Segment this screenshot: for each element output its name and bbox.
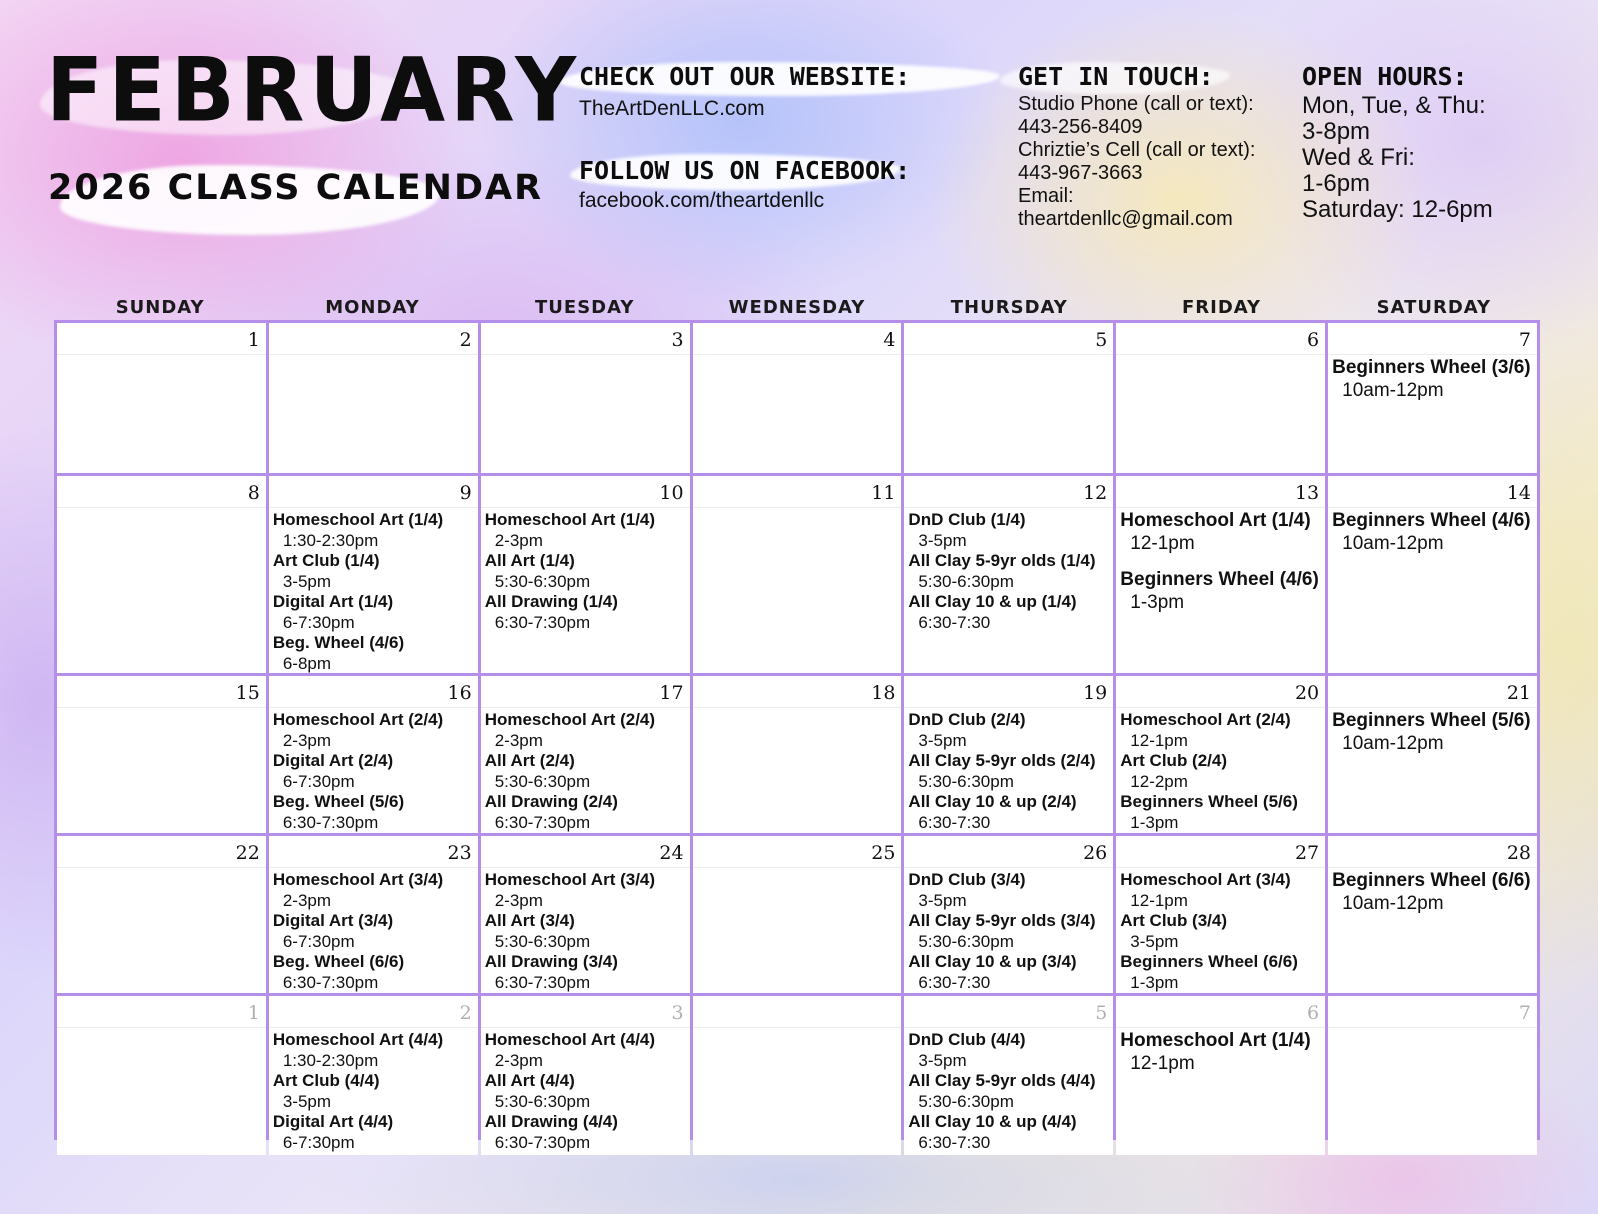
class-event[interactable] bbox=[273, 1112, 474, 1153]
event-list bbox=[481, 708, 690, 833]
event-list bbox=[481, 868, 690, 993]
event-time: 5:30-6:30pm bbox=[494, 772, 591, 791]
event-name: Art Club (3/4) bbox=[1120, 911, 1228, 930]
class-event[interactable] bbox=[273, 1071, 474, 1112]
event-time: 6-7:30pm bbox=[282, 613, 355, 632]
day-number: 12 bbox=[904, 476, 1113, 508]
day-number: 27 bbox=[1116, 836, 1325, 868]
calendar-day-cell[interactable] bbox=[693, 476, 902, 673]
event-time: 3-5pm bbox=[1130, 932, 1179, 951]
weekday-label-thursday: THURSDAY bbox=[950, 297, 1068, 318]
calendar-day-cell[interactable] bbox=[57, 676, 266, 833]
day-number: 21 bbox=[1328, 676, 1537, 708]
facebook-label: FOLLOW US ON FACEBOOK: bbox=[579, 156, 911, 185]
event-name: Beginners Wheel (3/6) bbox=[1332, 357, 1531, 378]
contact-label: GET IN TOUCH: bbox=[1018, 62, 1214, 91]
class-event[interactable] bbox=[908, 592, 1109, 633]
event-name: All Clay 10 & up (3/4) bbox=[908, 952, 1077, 971]
calendar-day-cell[interactable] bbox=[904, 996, 1113, 1155]
class-event[interactable] bbox=[1332, 510, 1533, 555]
event-time: 2-3pm bbox=[494, 531, 543, 550]
event-name: DnD Club (3/4) bbox=[908, 870, 1026, 889]
class-event[interactable] bbox=[908, 751, 1109, 792]
day-number: 26 bbox=[904, 836, 1113, 868]
class-event[interactable] bbox=[908, 870, 1109, 911]
contact-line: 443-256-8409 bbox=[1018, 115, 1143, 138]
class-event[interactable] bbox=[908, 952, 1109, 993]
event-time: 5:30-6:30pm bbox=[918, 572, 1014, 591]
weekday-label-sunday: SUNDAY bbox=[115, 297, 205, 318]
event-name: Homeschool Art (1/4) bbox=[1120, 1030, 1311, 1051]
class-event[interactable] bbox=[908, 792, 1109, 833]
day-number: 3 bbox=[481, 323, 690, 355]
weekday-label-saturday: SATURDAY bbox=[1376, 297, 1492, 318]
event-name: All Art (1/4) bbox=[484, 551, 575, 570]
event-list bbox=[57, 708, 266, 710]
class-event[interactable] bbox=[485, 1112, 686, 1153]
event-time: 3-5pm bbox=[282, 572, 332, 591]
event-time: 2-3pm bbox=[282, 891, 332, 910]
day-number: 6 bbox=[1116, 323, 1325, 355]
class-event[interactable] bbox=[485, 952, 686, 993]
day-number: 7 bbox=[1328, 996, 1537, 1028]
calendar-day-cell[interactable] bbox=[269, 676, 478, 833]
day-number: 11 bbox=[693, 476, 902, 508]
event-time: 6:30-7:30pm bbox=[494, 1133, 591, 1152]
event-list bbox=[57, 355, 266, 357]
event-name: Homeschool Art (3/4) bbox=[1120, 870, 1291, 889]
class-event[interactable] bbox=[908, 1071, 1109, 1112]
calendar-day-cell[interactable] bbox=[1328, 996, 1537, 1155]
day-number: 2 bbox=[269, 996, 478, 1028]
event-list bbox=[481, 508, 690, 633]
day-number: 2 bbox=[269, 323, 478, 355]
day-number: 7 bbox=[1328, 323, 1537, 355]
day-number: 17 bbox=[481, 676, 690, 708]
page-title: FEBRUARY bbox=[46, 38, 582, 142]
calendar-day-cell[interactable] bbox=[1116, 323, 1325, 473]
website-link[interactable]: TheArtDenLLC.com bbox=[579, 96, 765, 120]
event-name: Beginners Wheel (4/6) bbox=[1120, 569, 1319, 590]
class-event[interactable] bbox=[273, 592, 474, 633]
event-name: Homeschool Art (3/4) bbox=[484, 870, 656, 889]
class-event[interactable] bbox=[485, 751, 686, 792]
event-name: Homeschool Art (2/4) bbox=[484, 710, 656, 729]
class-event[interactable] bbox=[908, 1112, 1109, 1153]
event-time: 5:30-6:30pm bbox=[494, 1092, 591, 1111]
event-time: 6-7:30pm bbox=[282, 772, 355, 791]
event-name: Digital Art (1/4) bbox=[272, 592, 394, 611]
event-time: 6:30-7:30 bbox=[918, 813, 991, 832]
event-time: 1-3pm bbox=[1130, 592, 1185, 613]
class-event[interactable] bbox=[273, 952, 474, 993]
class-event[interactable] bbox=[908, 1030, 1109, 1071]
hours-block bbox=[1302, 63, 1493, 223]
day-number: 23 bbox=[269, 836, 478, 868]
calendar-day-cell[interactable] bbox=[481, 323, 690, 473]
event-list bbox=[693, 508, 902, 510]
day-number: 3 bbox=[481, 996, 690, 1028]
class-event[interactable] bbox=[485, 911, 686, 952]
calendar-day-cell[interactable] bbox=[481, 996, 690, 1155]
event-name: All Clay 10 & up (2/4) bbox=[908, 792, 1077, 811]
event-time: 1-3pm bbox=[1130, 973, 1179, 992]
event-name: Homeschool Art (1/4) bbox=[1120, 510, 1311, 531]
event-time: 1:30-2:30pm bbox=[282, 1051, 379, 1070]
event-list bbox=[1116, 868, 1325, 993]
event-name: All Clay 10 & up (1/4) bbox=[908, 592, 1077, 611]
day-number: 15 bbox=[57, 676, 266, 708]
event-time: 12-1pm bbox=[1130, 891, 1188, 910]
event-time: 10am-12pm bbox=[1342, 533, 1444, 554]
event-list bbox=[1328, 1028, 1537, 1030]
event-name: Beginners Wheel (6/6) bbox=[1120, 952, 1298, 971]
calendar-day-cell[interactable] bbox=[269, 996, 478, 1155]
class-event[interactable] bbox=[273, 551, 474, 592]
event-name: All Drawing (2/4) bbox=[484, 792, 618, 811]
class-event[interactable] bbox=[485, 510, 686, 551]
day-number: 9 bbox=[269, 476, 478, 508]
event-name: All Drawing (4/4) bbox=[484, 1112, 618, 1131]
event-time: 5:30-6:30pm bbox=[494, 932, 591, 951]
event-time: 12-1pm bbox=[1130, 1053, 1195, 1074]
event-name: Beg. Wheel (6/6) bbox=[272, 952, 405, 971]
event-time: 2-3pm bbox=[494, 731, 543, 750]
event-time: 3-5pm bbox=[918, 731, 967, 750]
event-list bbox=[693, 355, 902, 357]
calendar-day-cell[interactable] bbox=[57, 836, 266, 993]
calendar-day-cell[interactable] bbox=[904, 476, 1113, 673]
event-list bbox=[904, 868, 1113, 993]
event-list bbox=[269, 508, 478, 673]
class-event[interactable] bbox=[273, 510, 474, 551]
day-number: 6 bbox=[1116, 996, 1325, 1028]
contact-line: Chriztie’s Cell (call or text): bbox=[1018, 138, 1256, 161]
calendar-day-cell[interactable] bbox=[269, 836, 478, 993]
event-list bbox=[269, 868, 478, 993]
class-event[interactable] bbox=[485, 870, 686, 911]
day-number: 19 bbox=[904, 676, 1113, 708]
class-event[interactable] bbox=[1120, 792, 1321, 833]
event-list bbox=[269, 1028, 478, 1153]
event-time: 6:30-7:30 bbox=[918, 973, 991, 992]
calendar-day-cell[interactable] bbox=[269, 476, 478, 673]
event-name: All Drawing (1/4) bbox=[484, 592, 618, 611]
class-event[interactable] bbox=[908, 551, 1109, 592]
weekday-label-monday: MONDAY bbox=[325, 297, 420, 318]
calendar-day-cell[interactable] bbox=[693, 836, 902, 993]
calendar-day-cell[interactable] bbox=[57, 476, 266, 673]
contact-line: Email: bbox=[1018, 184, 1074, 207]
event-time: 6-7:30pm bbox=[282, 932, 355, 951]
calendar-day-cell[interactable] bbox=[904, 323, 1113, 473]
contact-line: 443-967-3663 bbox=[1018, 161, 1143, 184]
calendar-day-cell[interactable] bbox=[693, 676, 902, 833]
event-name: Homeschool Art (4/4) bbox=[272, 1030, 444, 1049]
website-label: CHECK OUT OUR WEBSITE: bbox=[579, 62, 911, 91]
event-name: Beginners Wheel (4/6) bbox=[1332, 510, 1531, 531]
event-list bbox=[1328, 708, 1537, 755]
event-time: 1:30-2:30pm bbox=[282, 531, 379, 550]
class-event[interactable] bbox=[273, 751, 474, 792]
weekday-label-wednesday: WEDNESDAY bbox=[728, 297, 866, 318]
calendar-day-cell[interactable] bbox=[904, 676, 1113, 833]
hours-line: 3-8pm bbox=[1302, 117, 1371, 145]
class-event[interactable] bbox=[485, 592, 686, 633]
calendar-day-cell[interactable] bbox=[1116, 676, 1325, 833]
calendar-day-cell[interactable] bbox=[1116, 836, 1325, 993]
contact-line: Studio Phone (call or text): bbox=[1018, 92, 1254, 115]
calendar-day-cell[interactable] bbox=[57, 323, 266, 473]
calendar-day-cell[interactable] bbox=[693, 323, 902, 473]
event-name: All Clay 5-9yr olds (2/4) bbox=[908, 751, 1096, 770]
event-list bbox=[1116, 508, 1325, 614]
event-time: 6:30-7:30 bbox=[918, 1133, 991, 1152]
event-name: All Drawing (3/4) bbox=[484, 952, 618, 971]
event-time: 6:30-7:30pm bbox=[494, 613, 591, 632]
day-number: 8 bbox=[57, 476, 266, 508]
event-name: Homeschool Art (1/4) bbox=[484, 510, 656, 529]
event-time: 6:30-7:30pm bbox=[282, 973, 379, 992]
event-time: 12-1pm bbox=[1130, 533, 1195, 554]
day-number: 22 bbox=[57, 836, 266, 868]
event-list bbox=[269, 708, 478, 833]
day-number bbox=[693, 996, 902, 1028]
hours-line: Wed & Fri: bbox=[1302, 143, 1415, 171]
event-name: Digital Art (3/4) bbox=[272, 911, 394, 930]
weekday-label-tuesday: TUESDAY bbox=[535, 297, 635, 318]
event-name: Digital Art (4/4) bbox=[272, 1112, 394, 1131]
calendar-day-cell[interactable] bbox=[693, 996, 902, 1155]
event-list bbox=[1116, 708, 1325, 833]
event-name: Art Club (4/4) bbox=[272, 1071, 380, 1090]
day-number: 13 bbox=[1116, 476, 1325, 508]
event-name: All Art (4/4) bbox=[484, 1071, 575, 1090]
event-name: All Clay 5-9yr olds (4/4) bbox=[908, 1071, 1096, 1090]
class-event[interactable] bbox=[908, 710, 1109, 751]
day-number: 25 bbox=[693, 836, 902, 868]
event-name: Beginners Wheel (5/6) bbox=[1332, 710, 1531, 731]
weekday-header-row bbox=[54, 297, 1540, 321]
class-event[interactable] bbox=[1332, 710, 1533, 755]
day-number: 14 bbox=[1328, 476, 1537, 508]
event-time: 6-7:30pm bbox=[282, 1133, 355, 1152]
website-block bbox=[579, 63, 910, 120]
event-list bbox=[904, 708, 1113, 833]
event-time: 10am-12pm bbox=[1342, 733, 1444, 754]
event-name: DnD Club (2/4) bbox=[908, 710, 1026, 729]
event-name: Homeschool Art (1/4) bbox=[272, 510, 444, 529]
event-list bbox=[693, 868, 902, 870]
event-time: 6:30-7:30 bbox=[918, 613, 991, 632]
day-number: 24 bbox=[481, 836, 690, 868]
event-name: DnD Club (1/4) bbox=[908, 510, 1026, 529]
event-list bbox=[1116, 1028, 1325, 1075]
event-time: 5:30-6:30pm bbox=[918, 1092, 1014, 1111]
event-list bbox=[693, 1028, 902, 1030]
calendar-day-cell[interactable] bbox=[1116, 996, 1325, 1155]
event-time: 2-3pm bbox=[494, 1051, 543, 1070]
day-number: 16 bbox=[269, 676, 478, 708]
day-number: 20 bbox=[1116, 676, 1325, 708]
event-time: 3-5pm bbox=[282, 1092, 332, 1111]
calendar-day-cell[interactable] bbox=[1328, 836, 1537, 993]
event-time: 12-2pm bbox=[1130, 772, 1188, 791]
event-time: 6:30-7:30pm bbox=[494, 973, 591, 992]
event-list bbox=[481, 1028, 690, 1153]
event-name: Digital Art (2/4) bbox=[272, 751, 394, 770]
event-list bbox=[269, 355, 478, 357]
weekday-label-friday: FRIDAY bbox=[1182, 297, 1262, 318]
event-name: Homeschool Art (4/4) bbox=[484, 1030, 656, 1049]
event-name: DnD Club (4/4) bbox=[908, 1030, 1026, 1049]
class-event[interactable] bbox=[485, 1030, 686, 1071]
event-name: Beginners Wheel (5/6) bbox=[1120, 792, 1298, 811]
class-event[interactable] bbox=[273, 633, 474, 673]
class-event[interactable] bbox=[1332, 357, 1533, 402]
class-event[interactable] bbox=[485, 792, 686, 833]
class-event[interactable] bbox=[485, 1071, 686, 1112]
event-time: 1-3pm bbox=[1130, 813, 1179, 832]
event-list bbox=[1116, 355, 1325, 357]
calendar-day-cell[interactable] bbox=[481, 476, 690, 673]
calendar-day-cell[interactable] bbox=[1328, 323, 1537, 473]
event-name: Homeschool Art (3/4) bbox=[272, 870, 444, 889]
class-event[interactable] bbox=[1332, 870, 1533, 915]
class-event[interactable] bbox=[1120, 510, 1321, 555]
event-list bbox=[904, 508, 1113, 633]
class-event[interactable] bbox=[1120, 952, 1321, 993]
hours-lines bbox=[1302, 93, 1493, 223]
contact-lines bbox=[1018, 93, 1255, 231]
calendar-day-cell[interactable] bbox=[481, 676, 690, 833]
class-event[interactable] bbox=[485, 551, 686, 592]
day-number: 28 bbox=[1328, 836, 1537, 868]
event-list bbox=[57, 868, 266, 870]
event-name: All Clay 10 & up (4/4) bbox=[908, 1112, 1077, 1131]
day-number: 4 bbox=[693, 323, 902, 355]
event-name: All Art (3/4) bbox=[484, 911, 575, 930]
calendar-day-cell[interactable] bbox=[269, 323, 478, 473]
hours-label: OPEN HOURS: bbox=[1302, 62, 1468, 91]
calendar-day-cell[interactable] bbox=[904, 836, 1113, 993]
event-time: 5:30-6:30pm bbox=[918, 932, 1014, 951]
calendar-day-cell[interactable] bbox=[1328, 676, 1537, 833]
event-time: 3-5pm bbox=[918, 891, 967, 910]
day-number: 5 bbox=[904, 996, 1113, 1028]
class-event[interactable] bbox=[273, 710, 474, 751]
hours-line: Mon, Tue, & Thu: bbox=[1302, 91, 1486, 119]
calendar-day-cell[interactable] bbox=[1116, 476, 1325, 673]
class-event[interactable] bbox=[273, 870, 474, 911]
event-list bbox=[904, 1028, 1113, 1153]
class-event[interactable] bbox=[1120, 870, 1321, 911]
event-name: Beginners Wheel (6/6) bbox=[1332, 870, 1531, 891]
event-name: All Art (2/4) bbox=[484, 751, 575, 770]
event-name: Art Club (2/4) bbox=[1120, 751, 1228, 770]
event-list bbox=[57, 1028, 266, 1030]
day-number: 5 bbox=[904, 323, 1113, 355]
event-name: Art Club (1/4) bbox=[272, 551, 380, 570]
day-number: 18 bbox=[693, 676, 902, 708]
day-number: 1 bbox=[57, 323, 266, 355]
event-list bbox=[1328, 508, 1537, 555]
event-time: 5:30-6:30pm bbox=[918, 772, 1014, 791]
event-name: Homeschool Art (2/4) bbox=[1120, 710, 1291, 729]
event-time: 3-5pm bbox=[918, 1051, 967, 1070]
event-name: All Clay 5-9yr olds (1/4) bbox=[908, 551, 1096, 570]
facebook-block bbox=[579, 157, 910, 212]
event-name: All Clay 5-9yr olds (3/4) bbox=[908, 911, 1096, 930]
day-number: 10 bbox=[481, 476, 690, 508]
event-list bbox=[57, 508, 266, 510]
contact-line: theartdenllc@gmail.com bbox=[1018, 207, 1233, 230]
class-event[interactable] bbox=[908, 911, 1109, 952]
class-event[interactable] bbox=[273, 1030, 474, 1071]
event-time: 2-3pm bbox=[494, 891, 543, 910]
event-time: 6:30-7:30pm bbox=[494, 813, 591, 832]
class-event[interactable] bbox=[1120, 1030, 1321, 1075]
calendar-day-cell[interactable] bbox=[481, 836, 690, 993]
event-time: 10am-12pm bbox=[1342, 893, 1444, 914]
day-number: 1 bbox=[57, 996, 266, 1028]
event-time: 2-3pm bbox=[282, 731, 332, 750]
hours-line: Saturday: 12-6pm bbox=[1302, 195, 1493, 223]
event-list bbox=[481, 355, 690, 357]
event-name: Homeschool Art (2/4) bbox=[272, 710, 444, 729]
event-time: 3-5pm bbox=[918, 531, 967, 550]
event-name: Beg. Wheel (5/6) bbox=[272, 792, 405, 811]
class-event[interactable] bbox=[1120, 751, 1321, 792]
class-event[interactable] bbox=[1120, 569, 1321, 614]
event-name: Beg. Wheel (4/6) bbox=[272, 633, 405, 652]
class-event[interactable] bbox=[1120, 911, 1321, 952]
event-list bbox=[1328, 355, 1537, 402]
class-event[interactable] bbox=[1120, 710, 1321, 751]
facebook-link[interactable]: facebook.com/theartdenllc bbox=[579, 188, 825, 212]
hours-line: 1-6pm bbox=[1302, 169, 1371, 197]
calendar-day-cell[interactable] bbox=[1328, 476, 1537, 673]
event-time: 6:30-7:30pm bbox=[282, 813, 379, 832]
event-time: 10am-12pm bbox=[1342, 380, 1444, 401]
calendar-grid bbox=[54, 320, 1540, 1152]
event-list bbox=[693, 708, 902, 710]
event-time: 12-1pm bbox=[1130, 731, 1188, 750]
calendar-day-cell[interactable] bbox=[57, 996, 266, 1155]
event-list bbox=[904, 355, 1113, 357]
contact-block bbox=[1018, 63, 1255, 231]
class-event[interactable] bbox=[273, 911, 474, 952]
class-event[interactable] bbox=[908, 510, 1109, 551]
class-event[interactable] bbox=[485, 710, 686, 751]
class-event[interactable] bbox=[273, 792, 474, 833]
event-time: 5:30-6:30pm bbox=[494, 572, 591, 591]
event-time: 6-8pm bbox=[282, 654, 332, 673]
event-list bbox=[1328, 868, 1537, 915]
page-subtitle: 2026 CLASS CALENDAR bbox=[48, 168, 544, 208]
